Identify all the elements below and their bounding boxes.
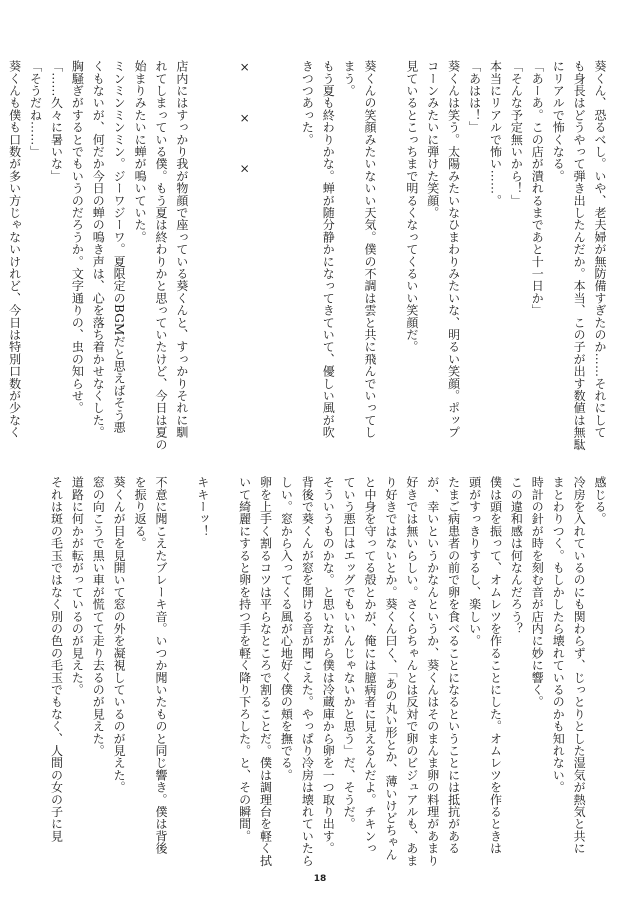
bottom-text-line: 窓の向こうで黒い車が慌てて走り去るのが見えた。 — [91, 476, 106, 757]
bottom-text-line: 不意に聞こえたブレーキ音。いつか聞いたものと同じ響き。僕は背後 — [153, 476, 168, 855]
top-text-line — [192, 60, 213, 465]
bottom-text-line: 感じる。 — [593, 476, 607, 525]
bottom-text-line: いて綺麗にすると卵を持つ手を軽く降り下ろした。と、その瞬間。 — [237, 476, 252, 842]
bottom-text-line: 冷房を入れているのにも関わらず、じっとりとした湿気が熱気と共に — [572, 476, 587, 855]
bottom-text-line — [171, 476, 192, 866]
bottom-text-line: り好きではないとか。葵くん曰く、「あの丸い形とか、薄いけどちゃん — [383, 476, 398, 861]
top-text-line: 「そうだね……」 — [28, 60, 43, 158]
bottom-text-line: 葵くんが目を見開いて窓の外を凝視しているのが見えた。 — [112, 476, 127, 794]
top-text-line: れてしまっている僕。もう夏は終わりかと思っていたけど、今日は夏の — [153, 60, 168, 451]
top-text-line — [213, 60, 234, 465]
top-text-line — [380, 60, 401, 465]
bottom-text-line: と中身を守ってる殻とかが、俺には臆病者に見えるんだよ。チキンっ — [363, 476, 378, 855]
bottom-text-line: しい。窓から入ってくる風が心地好く僕の頬を撫でる。 — [279, 476, 294, 781]
top-text-line: まう。 — [342, 60, 357, 97]
top-text-line: 葵くん、恐るべし。いや、老夫婦が無防備すぎたのか……それにして — [593, 60, 607, 439]
text-block-top — [7, 60, 610, 465]
bottom-text-line: ていう悪口はエッグでもいいんじゃないかと思う」だ、そうだ。 — [342, 476, 357, 830]
top-text-line: 見ているとこっちまで明るくなってくるいい笑顔だ。 — [404, 60, 419, 353]
top-text-line: ミンミンミンミン。ジーワジーワ。夏限定のBGMだと思えばそう悪 — [112, 60, 127, 434]
top-text-line: くもないが、何だか今日の蝉の鳴き声は、心を落ち着かせなくした。 — [91, 60, 106, 439]
top-text-line: 店内にはすっかり我が物顔で座っている葵くんと、すっかりそれに馴 — [174, 60, 189, 439]
bottom-text-line: が、幸いというかなんというか、葵くんはそのまんま卵の料理があまり — [425, 476, 440, 867]
bottom-text-line: まとわりつく。もしかしたら壊れているのかも知れない。 — [551, 476, 566, 794]
text-block-bottom — [24, 476, 610, 866]
top-text-line: 本当にリアルで怖い……。 — [488, 60, 503, 207]
top-text-line: 葵くんの笑顔みたいないい天気。僕の不調は雲と共に飛んでいってし — [363, 60, 378, 439]
bottom-text-line: たまご病患者の前で卵を食べることになるということには抵抗がある — [446, 476, 461, 855]
top-text-line: 始まりみたいに蝉が鳴いていた。 — [133, 60, 148, 243]
bottom-text-line: 好きでは無いらしい。さくらちゃんとは反対で卵のビジュアルも、あま — [404, 476, 419, 867]
top-text-line: 葵くんは笑う。太陽みたいなひまわりみたいな、明るい笑顔。ポップ — [446, 60, 461, 439]
bottom-text-line: 道路に何かが転がっているのが見えた。 — [70, 476, 85, 696]
top-text-line: 「……久々に暑いな」 — [49, 60, 64, 182]
top-text-line: にリアルで怖くなる。 — [551, 60, 566, 182]
top-text-line — [276, 60, 297, 465]
top-text-line — [255, 60, 276, 465]
bottom-text-line: 僕は頭を振って、オムレツを作ることにした。オムレツを作るときは — [488, 476, 503, 855]
bottom-text-line: を振り返る。 — [133, 476, 148, 550]
top-text-line: コーンみたいに弾けた笑顔。 — [425, 60, 440, 219]
bottom-text-line: そういうものかな。と思いながら僕は冷蔵庫から卵を一つ取り出す。 — [321, 476, 336, 855]
bottom-text-line: 卵を上手く割るコツは平らなところで割ることだ。僕は調理台を軽く拭 — [258, 476, 273, 867]
top-text-line: 「あーあ。この店が潰れるまであと十一日か」 — [530, 60, 545, 317]
top-text-line: × × × — [237, 60, 252, 176]
bottom-text-line: キキーッ！ — [195, 476, 210, 537]
top-text-line: 胸騒ぎがするとでもいうのだろうか。文字通りの、虫の知らせ。 — [70, 60, 85, 414]
bottom-text-line: 頭がすっきりするし、楽しい。 — [467, 476, 482, 647]
bottom-text-line: 背後で葵くんが窓を開ける音が聞こえた。やっぱり冷房は壊れていたら — [300, 476, 315, 867]
bottom-text-line — [213, 476, 234, 866]
bottom-text-line: この違和感は何なんだろう？ — [509, 476, 524, 635]
top-text-line: 葵くんも僕も口数が多い方じゃないけれど、今日は特別口数が少なく — [7, 60, 22, 439]
top-text-line: 「そんな予定無いから！」 — [509, 60, 524, 207]
bottom-text-line: それは斑の毛玉ではなく別の色の毛玉でもなく、人間の女の子に見 — [49, 476, 64, 842]
bottom-text-line: 時計の針が時を刻む音が店内に妙に響く。 — [530, 476, 545, 708]
top-text-line: きつつあった。 — [300, 60, 315, 146]
top-text-line: 「あはは！」 — [467, 60, 482, 134]
top-text-line: もう夏も終わりかな。蝉が随分静かになってきていて、優しい風が吹 — [321, 60, 336, 439]
page-number: 18 — [313, 874, 327, 884]
top-text-line: も身長はどうやって弾き出したんだか。本当、この子が出す数値は無駄 — [572, 60, 587, 451]
